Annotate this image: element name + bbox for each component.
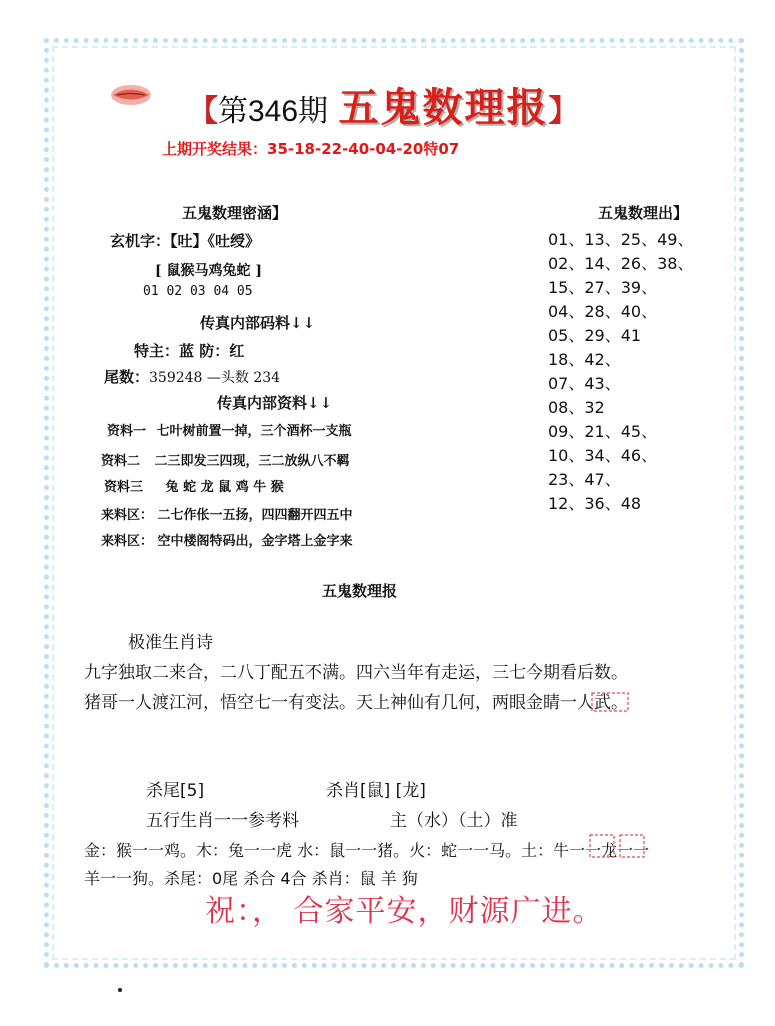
title-bracket-close: 】 [548,94,579,129]
info-text: 空中楼阁特码出，金字塔上金字来 [157,534,353,549]
stray-dot [118,988,122,992]
red-stamp-mark-icon [590,690,630,714]
info-text: 二七作伥一五扬，四四翻开四五中 [157,508,353,523]
info-text: 二三即发三四现，三二放纵八不羁 [154,454,350,469]
lips-logo-icon [108,78,154,112]
poem-line: 猪哥一人渡江河，悟空七一有变法。天上神仙有几何，两眼金睛一人武。 [84,693,628,713]
info-label: 资料二 [101,454,141,469]
number-line: 10、34、46、 [548,446,658,465]
newspaper-name: 五鬼数理报 [338,84,549,131]
special-main-color: 特主：蓝 防：红 [134,342,245,360]
section-title-code: 传真内部码料↓↓ [200,314,316,332]
page-title [188,76,579,133]
title-bracket-open: 【 [188,94,218,129]
info-text: 兔 蛇 龙 鼠 鸡 牛 猴 [165,480,284,495]
number-line: 05、29、41 [548,326,642,345]
lucky-numbers: 01 02 03 04 05 [143,284,253,299]
elements-line: 金：猴一一鸡。木：兔一一虎 水：鼠一一猪。火：蛇一一马。土：牛一一龙一一 [84,841,650,860]
info-row [107,420,352,439]
info-row [104,476,284,495]
info-label: 资料三 [104,480,144,495]
info-row [101,530,353,549]
wuxing-label: 五行生肖一一参考料 [146,811,299,831]
number-line: 04、28、40、 [548,302,658,321]
zodiac-box: [ 鼠猴马鸡兔蛇 ] [155,263,262,279]
info-label: 资料一 [107,424,147,439]
number-line: 01、13、25、49、 [548,230,694,249]
kill-zodiac: 杀肖[鼠] [龙] [326,781,426,801]
blessing-text: 祝：， 合家平安，财源广进。 [205,894,604,929]
elements-line: 羊一一狗。杀尾：0尾 杀合 4合 杀肖：鼠 羊 狗 [84,869,418,888]
poem-title: 极准生肖诗 [128,633,213,653]
last-draw-result: 上期开奖结果：35-18-22-40-04-20特07 [162,140,460,158]
tail-number-row [104,366,280,387]
info-label: 来料区： [101,508,154,523]
kill-tail: 杀尾[5] [146,781,205,801]
bottom-section-title: 五鬼数理报 [322,582,398,600]
xuanji-clue: 玄机字：【吐】《吐绶》 [110,232,261,250]
poem-line: 九字独取二来合，二八丁配五不满。四六当年有走运，三七今期看后数。 [84,663,628,683]
number-line: 07、43、 [548,374,621,393]
number-line: 15、27、39、 [548,278,658,297]
number-list [548,228,693,516]
number-line: 09、21、45、 [548,422,658,441]
red-stamp-mark-icon [588,832,648,860]
main-element: 主（水）（土）准 [390,811,518,831]
number-line: 02、14、26、38、 [548,254,694,273]
section-title-info: 传真内部资料↓↓ [217,394,333,412]
info-label: 来料区： [101,534,154,549]
number-line: 12、36、48 [548,494,642,513]
info-row [101,504,353,523]
issue-number: 第346期 [218,95,329,128]
tail-label: 尾数： [104,368,150,386]
info-text: 七叶树前置一掉，三个酒杯一支瓶 [156,424,352,439]
tail-value: 359248 —头数 234 [149,370,281,386]
number-line: 23、47、 [548,470,621,489]
info-row [101,450,350,469]
number-line: 08、32 [548,398,605,417]
section-title-mihan: 五鬼数理密涵】 [182,204,288,222]
right-column-title: 五鬼数理出】 [598,204,689,222]
number-line: 18、42、 [548,350,621,369]
